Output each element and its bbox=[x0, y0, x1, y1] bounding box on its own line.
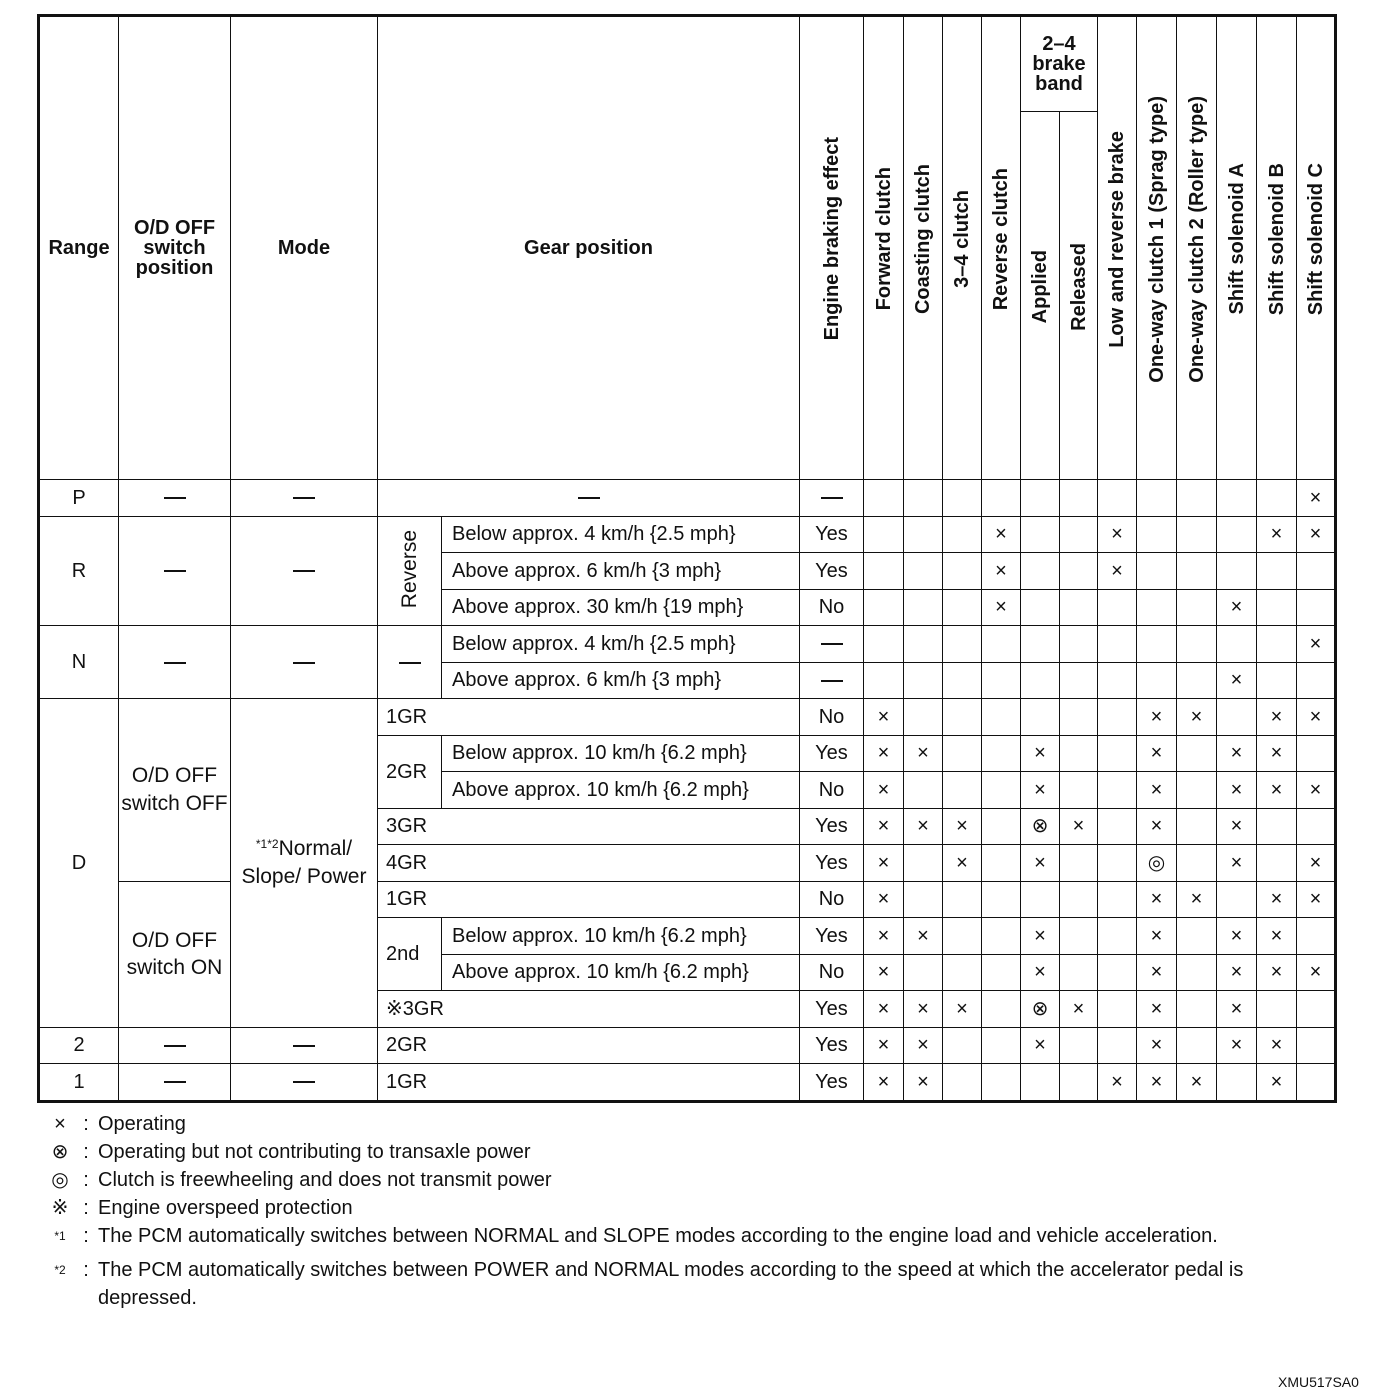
owc1-cell: × bbox=[1137, 954, 1177, 991]
od-switch-cell bbox=[119, 480, 231, 517]
table-row bbox=[39, 516, 1336, 553]
forward-clutch-cell bbox=[864, 480, 904, 517]
solenoid-b-cell: × bbox=[1257, 699, 1297, 736]
gear-detail-cell: Above approx. 10 km/h {6.2 mph} bbox=[442, 954, 800, 991]
gear-cell: 4GR bbox=[378, 845, 800, 882]
solenoid-c-cell: × bbox=[1297, 772, 1336, 809]
owc2-cell: × bbox=[1177, 699, 1217, 736]
engine-braking-cell: Yes bbox=[800, 516, 864, 553]
released-cell: × bbox=[1060, 991, 1098, 1028]
legend-item bbox=[46, 1138, 1336, 1166]
owc1-cell: × bbox=[1137, 735, 1177, 772]
gear-cell bbox=[378, 480, 800, 517]
legend-symbol-overspeed: ※ bbox=[51, 1197, 69, 1219]
solenoid-a-cell: × bbox=[1217, 662, 1257, 699]
header-released: Released bbox=[1060, 112, 1098, 480]
engine-braking-cell: No bbox=[800, 589, 864, 626]
gear-cell: 1GR bbox=[378, 699, 800, 736]
owc1-cell: × bbox=[1137, 918, 1177, 955]
applied-cell: ⊗ bbox=[1021, 991, 1060, 1028]
operation-table bbox=[37, 14, 1337, 1103]
solenoid-c-cell: × bbox=[1297, 480, 1336, 517]
legend-item bbox=[46, 1110, 1336, 1138]
gear-group-cell: 2nd bbox=[378, 918, 442, 991]
engine-braking-cell bbox=[800, 662, 864, 699]
legend-symbol-footnote-1: *1 bbox=[54, 1229, 66, 1243]
legend-item bbox=[46, 1222, 1336, 1256]
gear-detail-cell: Above approx. 30 km/h {19 mph} bbox=[442, 589, 800, 626]
forward-clutch-cell: × bbox=[864, 991, 904, 1028]
coasting-clutch-cell: × bbox=[904, 991, 943, 1028]
solenoid-c-cell: × bbox=[1297, 845, 1336, 882]
solenoid-b-cell: × bbox=[1257, 735, 1297, 772]
engine-braking-cell: Yes bbox=[800, 991, 864, 1028]
forward-clutch-cell: × bbox=[864, 918, 904, 955]
low-reverse-brake-cell bbox=[1098, 480, 1137, 517]
legend-colon: : bbox=[83, 1141, 89, 1163]
gear-cell: 2GR bbox=[378, 1027, 800, 1064]
engine-braking-cell: Yes bbox=[800, 735, 864, 772]
header-reverse-clutch: Reverse clutch bbox=[982, 16, 1021, 480]
solenoid-a-cell: × bbox=[1217, 991, 1257, 1028]
forward-clutch-cell: × bbox=[864, 772, 904, 809]
clutch-3-4-cell: × bbox=[943, 845, 982, 882]
forward-clutch-cell: × bbox=[864, 1027, 904, 1064]
header-shift-solenoid-c: Shift solenoid C bbox=[1297, 16, 1336, 480]
solenoid-b-cell: × bbox=[1257, 1027, 1297, 1064]
solenoid-c-cell: × bbox=[1297, 699, 1336, 736]
solenoid-a-cell: × bbox=[1217, 589, 1257, 626]
owc2-cell bbox=[1177, 480, 1217, 517]
owc2-cell: × bbox=[1177, 881, 1217, 918]
released-cell: × bbox=[1060, 808, 1098, 845]
gear-detail-cell: Below approx. 10 km/h {6.2 mph} bbox=[442, 735, 800, 772]
gear-cell: 1GR bbox=[378, 881, 800, 918]
owc1-cell: × bbox=[1137, 1064, 1177, 1102]
range-cell: P bbox=[39, 480, 119, 517]
header-2-4-brake-band: 2–4 brake band bbox=[1021, 16, 1098, 112]
solenoid-a-cell: × bbox=[1217, 845, 1257, 882]
gear-group-reverse: Reverse bbox=[378, 516, 442, 626]
od-switch-cell bbox=[119, 626, 231, 699]
applied-cell: × bbox=[1021, 918, 1060, 955]
released-cell bbox=[1060, 480, 1098, 517]
applied-cell: × bbox=[1021, 772, 1060, 809]
legend-symbol-not-contributing: ⊗ bbox=[51, 1141, 69, 1163]
gear-detail-cell: Below approx. 10 km/h {6.2 mph} bbox=[442, 918, 800, 955]
reverse-clutch-cell: × bbox=[982, 516, 1021, 553]
owc1-cell: × bbox=[1137, 699, 1177, 736]
solenoid-a-cell: × bbox=[1217, 1027, 1257, 1064]
solenoid-b-cell: × bbox=[1257, 772, 1297, 809]
legend-text: The PCM automatically switches between NORMAL and SLOPE modes according to the engine load and vehicle acceleration. bbox=[98, 1225, 1218, 1247]
legend-text: The PCM automatically switches between POWER and NORMAL modes according to the speed at which the accelerator pedal is depressed. bbox=[98, 1258, 1244, 1309]
engine-braking-cell bbox=[800, 480, 864, 517]
forward-clutch-cell: × bbox=[864, 881, 904, 918]
solenoid-b-cell: × bbox=[1257, 881, 1297, 918]
mode-footnote-marks: *1*2 bbox=[255, 837, 279, 852]
legend-colon: : bbox=[83, 1169, 89, 1191]
forward-clutch-cell: × bbox=[864, 954, 904, 991]
clutch-3-4-cell bbox=[943, 480, 982, 517]
engine-braking-cell: Yes bbox=[800, 553, 864, 590]
engine-braking-cell: No bbox=[800, 772, 864, 809]
legend-colon: : bbox=[83, 1258, 89, 1281]
header-shift-solenoid-a: Shift solenoid A bbox=[1217, 16, 1257, 480]
engine-braking-cell: Yes bbox=[800, 918, 864, 955]
legend-item bbox=[46, 1194, 1336, 1222]
gear-detail-cell: Above approx. 6 km/h {3 mph} bbox=[442, 553, 800, 590]
legend bbox=[46, 1110, 1336, 1312]
solenoid-b-cell bbox=[1257, 480, 1297, 517]
solenoid-b-cell: × bbox=[1257, 954, 1297, 991]
reverse-clutch-cell: × bbox=[982, 553, 1021, 590]
header-applied: Applied bbox=[1021, 112, 1060, 480]
owc1-cell: × bbox=[1137, 1027, 1177, 1064]
gear-detail-cell: Above approx. 10 km/h {6.2 mph} bbox=[442, 772, 800, 809]
solenoid-c-cell: × bbox=[1297, 626, 1336, 663]
solenoid-a-cell: × bbox=[1217, 735, 1257, 772]
applied-cell: × bbox=[1021, 735, 1060, 772]
legend-text: Operating bbox=[98, 1113, 186, 1135]
low-reverse-brake-cell: × bbox=[1098, 516, 1137, 553]
coasting-clutch-cell: × bbox=[904, 1064, 943, 1102]
mode-cell bbox=[231, 1064, 378, 1102]
legend-text: Operating but not contributing to transaxle power bbox=[98, 1141, 531, 1163]
coasting-clutch-cell: × bbox=[904, 808, 943, 845]
applied-cell: ⊗ bbox=[1021, 808, 1060, 845]
owc1-cell: × bbox=[1137, 881, 1177, 918]
applied-cell: × bbox=[1021, 1027, 1060, 1064]
applied-cell: × bbox=[1021, 845, 1060, 882]
engine-braking-cell: Yes bbox=[800, 808, 864, 845]
table-row bbox=[39, 1064, 1336, 1102]
range-cell: 2 bbox=[39, 1027, 119, 1064]
owc2-cell: × bbox=[1177, 1064, 1217, 1102]
forward-clutch-cell: × bbox=[864, 808, 904, 845]
header-one-way-clutch-1: One-way clutch 1 (Sprag type) bbox=[1137, 16, 1177, 480]
range-cell: 1 bbox=[39, 1064, 119, 1102]
mode-d-text: Normal/ Slope/ Power bbox=[241, 837, 367, 888]
reverse-clutch-cell: × bbox=[982, 589, 1021, 626]
legend-text: Engine overspeed protection bbox=[98, 1197, 353, 1219]
clutch-3-4-cell: × bbox=[943, 991, 982, 1028]
legend-symbol-footnote-2: *2 bbox=[54, 1262, 66, 1277]
header-gear-position: Gear position bbox=[378, 16, 800, 480]
forward-clutch-cell: × bbox=[864, 1064, 904, 1102]
solenoid-b-cell: × bbox=[1257, 516, 1297, 553]
engine-braking-cell: No bbox=[800, 699, 864, 736]
legend-symbol-freewheeling: ◎ bbox=[51, 1169, 69, 1191]
od-switch-cell bbox=[119, 1064, 231, 1102]
legend-symbol-operating: × bbox=[54, 1113, 66, 1135]
od-switch-cell bbox=[119, 1027, 231, 1064]
legend-text: Clutch is freewheeling and does not transmit power bbox=[98, 1169, 552, 1191]
legend-colon: : bbox=[83, 1225, 89, 1247]
applied-cell bbox=[1021, 480, 1060, 517]
gear-detail-cell: Below approx. 4 km/h {2.5 mph} bbox=[442, 516, 800, 553]
range-cell: D bbox=[39, 699, 119, 1028]
solenoid-c-cell: × bbox=[1297, 881, 1336, 918]
gear-cell: 3GR bbox=[378, 808, 800, 845]
header-forward-clutch: Forward clutch bbox=[864, 16, 904, 480]
applied-cell: × bbox=[1021, 954, 1060, 991]
gear-cell: ※3GR bbox=[378, 991, 800, 1028]
solenoid-b-cell: × bbox=[1257, 1064, 1297, 1102]
engine-braking-cell: Yes bbox=[800, 1027, 864, 1064]
header-mode: Mode bbox=[231, 16, 378, 480]
figure-code: XMU517SA0 bbox=[1278, 1374, 1359, 1390]
engine-braking-cell: No bbox=[800, 881, 864, 918]
gear-cell: 1GR bbox=[378, 1064, 800, 1102]
forward-clutch-cell: × bbox=[864, 735, 904, 772]
header-shift-solenoid-b: Shift solenoid B bbox=[1257, 16, 1297, 480]
od-switch-off-cell: O/D OFF switch OFF bbox=[119, 699, 231, 882]
solenoid-a-cell: × bbox=[1217, 808, 1257, 845]
gear-detail-cell: Above approx. 6 km/h {3 mph} bbox=[442, 662, 800, 699]
header-od-switch-position: O/D OFF switch position bbox=[119, 16, 231, 480]
engine-braking-cell: No bbox=[800, 954, 864, 991]
solenoid-a-cell: × bbox=[1217, 918, 1257, 955]
gear-group-cell bbox=[378, 626, 442, 699]
header-range: Range bbox=[39, 16, 119, 480]
od-switch-cell bbox=[119, 516, 231, 626]
legend-item bbox=[46, 1256, 1336, 1312]
solenoid-a-cell: × bbox=[1217, 954, 1257, 991]
solenoid-b-cell: × bbox=[1257, 918, 1297, 955]
od-switch-on-cell: O/D OFF switch ON bbox=[119, 881, 231, 1027]
owc1-cell: × bbox=[1137, 808, 1177, 845]
header-engine-braking-effect: Engine braking effect bbox=[800, 16, 864, 480]
owc1-cell: × bbox=[1137, 991, 1177, 1028]
coasting-clutch-cell: × bbox=[904, 735, 943, 772]
header-coasting-clutch: Coasting clutch bbox=[904, 16, 943, 480]
mode-cell bbox=[231, 626, 378, 699]
reverse-clutch-cell bbox=[982, 480, 1021, 517]
clutch-3-4-cell: × bbox=[943, 808, 982, 845]
legend-colon: : bbox=[83, 1113, 89, 1135]
legend-item bbox=[46, 1166, 1336, 1194]
gear-group-cell: 2GR bbox=[378, 735, 442, 808]
gear-detail-cell: Below approx. 4 km/h {2.5 mph} bbox=[442, 626, 800, 663]
header-one-way-clutch-2: One-way clutch 2 (Roller type) bbox=[1177, 16, 1217, 480]
header-low-and-reverse-brake: Low and reverse brake bbox=[1098, 16, 1137, 480]
range-cell: R bbox=[39, 516, 119, 626]
header-3-4-clutch: 3–4 clutch bbox=[943, 16, 982, 480]
coasting-clutch-cell: × bbox=[904, 918, 943, 955]
owc1-cell bbox=[1137, 480, 1177, 517]
forward-clutch-cell: × bbox=[864, 845, 904, 882]
solenoid-a-cell bbox=[1217, 480, 1257, 517]
mode-cell bbox=[231, 1027, 378, 1064]
owc1-cell: ◎ bbox=[1137, 845, 1177, 882]
solenoid-c-cell: × bbox=[1297, 954, 1336, 991]
table-row bbox=[39, 480, 1336, 517]
low-reverse-brake-cell: × bbox=[1098, 1064, 1137, 1102]
mode-cell bbox=[231, 699, 378, 1028]
low-reverse-brake-cell: × bbox=[1098, 553, 1137, 590]
coasting-clutch-cell bbox=[904, 480, 943, 517]
engine-braking-cell: Yes bbox=[800, 845, 864, 882]
forward-clutch-cell: × bbox=[864, 699, 904, 736]
engine-braking-cell bbox=[800, 626, 864, 663]
mode-cell bbox=[231, 516, 378, 626]
legend-colon: : bbox=[83, 1197, 89, 1219]
engine-braking-cell: Yes bbox=[800, 1064, 864, 1102]
mode-cell bbox=[231, 480, 378, 517]
table-row bbox=[39, 626, 1336, 663]
solenoid-c-cell: × bbox=[1297, 516, 1336, 553]
owc1-cell: × bbox=[1137, 772, 1177, 809]
solenoid-a-cell: × bbox=[1217, 772, 1257, 809]
coasting-clutch-cell: × bbox=[904, 1027, 943, 1064]
range-cell: N bbox=[39, 626, 119, 699]
table-row bbox=[39, 1027, 1336, 1064]
table-row bbox=[39, 699, 1336, 736]
